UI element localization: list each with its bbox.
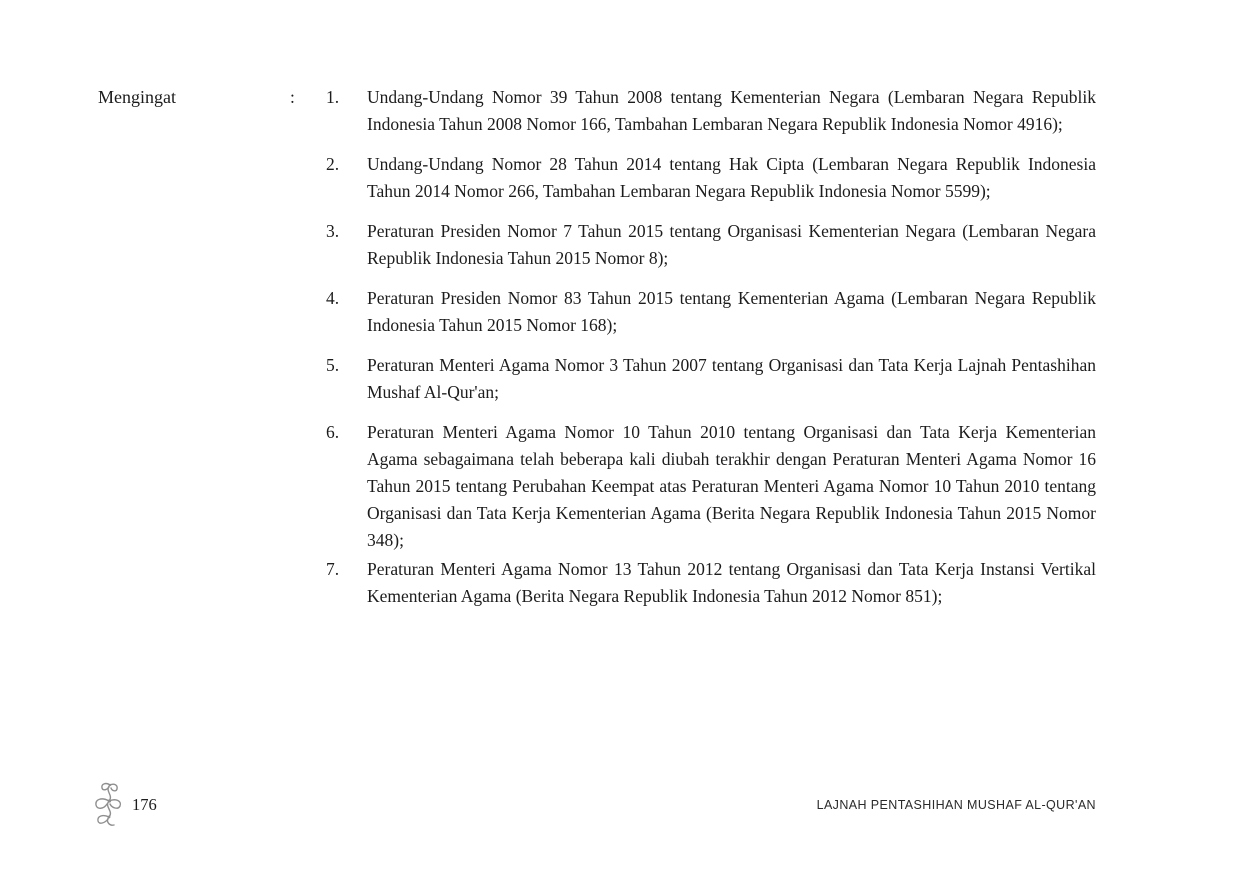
list-item — [326, 285, 1096, 339]
list-item — [326, 218, 1096, 272]
list-item — [326, 352, 1096, 406]
item-text: Undang-Undang Nomor 28 Tahun 2014 tentang Hak Cipta (Lembaran Negara Republik Indonesia Tahun 2014 Nomor 266, Tambahan Lembaran Negara Republik Indonesia Nomor 5599); — [367, 154, 1096, 201]
item-number: 3. — [326, 221, 340, 241]
item-text: Peraturan Presiden Nomor 7 Tahun 2015 tentang Organisasi Kementerian Negara (Lembaran Negara Republik Indonesia Tahun 2015 Nomor 8); — [367, 221, 1096, 268]
item-number: 4. — [326, 288, 340, 308]
considerations-block — [98, 84, 1096, 610]
item-number: 1. — [326, 87, 340, 107]
item-number: 6. — [326, 422, 340, 442]
section-separator: : — [290, 87, 295, 107]
list-item — [326, 419, 1096, 554]
running-title: LAJNAH PENTASHIHAN MUSHAF AL-QUR'AN — [816, 798, 1096, 812]
list-item — [326, 556, 1096, 610]
page-footer — [90, 781, 1096, 829]
section-label: Mengingat — [98, 87, 176, 107]
item-text: Peraturan Menteri Agama Nomor 3 Tahun 2007 tentang Organisasi dan Tata Kerja Lajnah Pentashihan Mushaf Al-Qur'an; — [367, 355, 1096, 402]
item-number: 2. — [326, 154, 340, 174]
list-item — [326, 151, 1096, 205]
item-text: Undang-Undang Nomor 39 Tahun 2008 tentang Kementerian Negara (Lembaran Negara Republik Indonesia Tahun 2008 Nomor 166, Tambahan Lembaran Negara Republik Indonesia Nomor 4916); — [367, 87, 1096, 134]
item-number: 5. — [326, 355, 340, 375]
fleuron-ornament-icon — [90, 781, 126, 829]
item-text: Peraturan Menteri Agama Nomor 13 Tahun 2012 tentang Organisasi dan Tata Kerja Instansi Vertikal Kementerian Agama (Berita Negara Republik Indonesia Tahun 2012 Nomor 851); — [367, 559, 1096, 606]
numbered-list — [326, 84, 1096, 610]
item-text: Peraturan Menteri Agama Nomor 10 Tahun 2010 tentang Organisasi dan Tata Kerja Kementerian Agama sebagaimana telah beberapa kali diubah terakhir dengan Peraturan Menteri Agama Nomor 16 Tahun 2015 tentang Perubahan Keempat atas Peraturan Menteri Agama Nomor 10 Tahun 2010 tentang Organisasi dan Tata Kerja Kementerian Agama (Berita Negara Republik Indonesia Tahun 2015 Nomor 348); — [367, 422, 1096, 550]
list-item — [326, 84, 1096, 138]
page-number: 176 — [132, 795, 157, 814]
item-text: Peraturan Presiden Nomor 83 Tahun 2015 tentang Kementerian Agama (Lembaran Negara Republik Indonesia Tahun 2015 Nomor 168); — [367, 288, 1096, 335]
footer-left — [90, 781, 157, 829]
item-number: 7. — [326, 559, 340, 579]
